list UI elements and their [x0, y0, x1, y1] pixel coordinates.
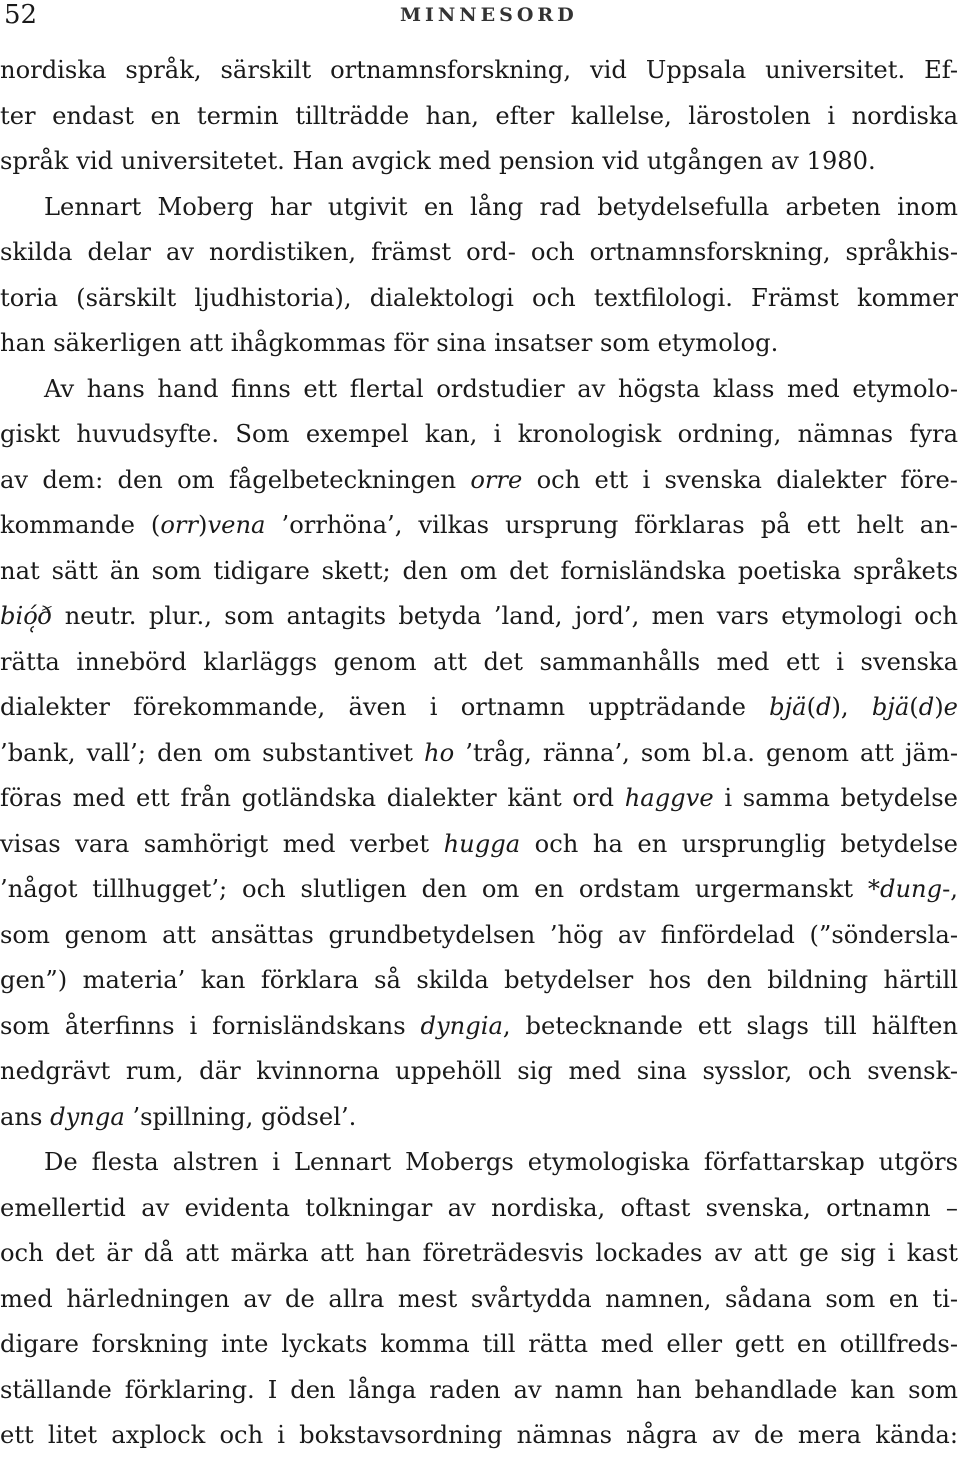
- italic-word: dynga: [50, 1102, 125, 1131]
- italic-word: e: [943, 693, 958, 721]
- text-segment: neutr. plur., som antagits betyda ’land, jord’, men vars etymologi och: [52, 602, 958, 630]
- text-segment: och ha en ursprunglig betydelse: [520, 829, 958, 858]
- italic-word: ho: [424, 738, 455, 767]
- text-segment: ’tråg, ränna’, som bl.a. genom att jäm-: [454, 738, 958, 767]
- text-segment: gen”) materia’ kan förklara så skilda betydelser hos den bildning härtill: [0, 966, 958, 994]
- text-segment: och det är då att märka att han företrädesvis lockades av att ge sig i kast: [0, 1239, 958, 1267]
- text-segment: ett litet axplock och i bokstavsordning nämnas några av de mera kända:: [0, 1421, 958, 1449]
- text-line: [0, 1413, 958, 1459]
- text-segment: ’något tillhugget’; och slutligen den om en ordstam urgermanskt *: [0, 875, 880, 903]
- page-number: 52: [4, 0, 38, 30]
- text-segment: av dem: den om fågelbeteckningen: [0, 465, 471, 494]
- italic-word: bjä: [871, 693, 910, 721]
- text-segment: , betecknande ett slags till hälften: [502, 1011, 958, 1040]
- italic-word: dung: [880, 875, 943, 903]
- text-segment: Av hans hand finns ett flertal ordstudier av högsta klass med etymolo-: [44, 374, 958, 403]
- text-segment: giskt huvudsyfte. Som exempel kan, i kronologisk ordning, nämnas fyra: [0, 420, 958, 448]
- text-segment: nat sätt än som tidigare skett; den om det fornisländska poetiska språkets: [0, 556, 958, 585]
- text-line: [0, 1049, 958, 1095]
- text-segment: med härledningen av de allra mest svårtydda namnen, sådana som en ti-: [0, 1284, 958, 1313]
- text-line: [0, 412, 958, 458]
- text-segment: (: [806, 693, 816, 721]
- text-line: [0, 48, 958, 94]
- text-line: [0, 776, 958, 822]
- text-segment: rätta innebörd klarläggs genom att det sammanhålls med ett i svenska: [0, 647, 958, 676]
- text-segment: ),: [831, 693, 872, 721]
- text-segment: nedgrävt rum, där kvinnorna uppehöll sig med sina sysslor, och svensk-: [0, 1057, 958, 1085]
- text-line: [0, 913, 958, 959]
- running-title: MINNESORD: [400, 4, 578, 26]
- text-segment: som återfinns i fornisländskans: [0, 1011, 421, 1040]
- text-line: [0, 1004, 958, 1050]
- text-line: [0, 503, 958, 549]
- text-segment: visas vara samhörigt med verbet: [0, 829, 444, 858]
- italic-word: hugga: [443, 829, 521, 858]
- text-line: [0, 731, 958, 777]
- text-segment: som genom att ansättas grundbetydelsen ’hög av finfördelad (”sönderslа-: [0, 920, 958, 949]
- text-segment: ’orrhöna’, vilkas ursprung förklaras på ett helt an-: [265, 511, 958, 539]
- text-segment: i samma betydelse: [713, 784, 958, 812]
- italic-word: bjä: [769, 693, 807, 721]
- text-line: [0, 1140, 958, 1186]
- text-line: [0, 139, 958, 185]
- text-segment: ställande förklaring. I den långa raden av namn han behandlade kan som: [0, 1375, 958, 1404]
- italic-word: vena: [207, 511, 266, 539]
- text-segment: ter endast en termin tillträdde han, efter kallelse, lärostolen i nordiska: [0, 101, 958, 130]
- text-line: [0, 822, 958, 868]
- text-line: [0, 458, 958, 504]
- text-line: [0, 1186, 958, 1232]
- text-line: [0, 1322, 958, 1368]
- text-line: [0, 230, 958, 276]
- italic-word: d: [816, 693, 832, 721]
- italic-word: bió̜ð: [0, 602, 53, 630]
- text-segment: Lennart Moberg har utgivit en lång rad betydelsefulla arbeten inom: [44, 192, 958, 221]
- text-segment: De flesta alstren i Lennart Mobergs etymologiska författarskap utgörs: [44, 1148, 958, 1176]
- text-segment: skilda delar av nordistiken, främst ord- och ortnamnsforskning, språkhis-: [0, 238, 958, 266]
- italic-word: dyngia: [420, 1011, 503, 1040]
- text-line: [0, 321, 958, 367]
- text-segment: ans: [0, 1102, 51, 1131]
- text-segment: ’bank, vall’; den om substantivet: [0, 738, 425, 767]
- text-segment: ’spillning, gödsel’.: [124, 1102, 357, 1131]
- text-line: [0, 1231, 958, 1277]
- text-segment: föras med ett från gotländska dialekter känt ord: [0, 784, 625, 812]
- text-line: [0, 94, 958, 140]
- text-segment: han säkerligen att ihågkommas för sina insatser som etymolog.: [0, 329, 779, 357]
- text-segment: emellertid av evidenta tolkningar av nordiska, oftast svenska, ortnamn –: [0, 1193, 958, 1222]
- italic-word: orr: [160, 511, 199, 539]
- text-segment: och ett i svenska dialekter före-: [522, 465, 958, 494]
- text-segment: digare forskning inte lyckats komma till rätta med eller gett en otillfreds-: [0, 1330, 958, 1358]
- text-line: [0, 867, 958, 913]
- text-line: [0, 685, 958, 731]
- text-line: [0, 1368, 958, 1414]
- text-line: [0, 276, 958, 322]
- text-line: [0, 185, 958, 231]
- text-segment: ): [934, 693, 944, 721]
- body-text: [0, 48, 958, 1459]
- text-line: [0, 958, 958, 1004]
- text-segment: -,: [942, 875, 958, 903]
- italic-word: haggve: [624, 784, 714, 812]
- text-line: [0, 640, 958, 686]
- text-line: [0, 549, 958, 595]
- text-line: [0, 367, 958, 413]
- running-head: [4, 0, 960, 30]
- text-segment: språk vid universitetet. Han avgick med pension vid utgången av 1980.: [0, 147, 876, 175]
- text-segment: ): [198, 511, 208, 539]
- italic-word: d: [918, 693, 935, 721]
- italic-word: orre: [470, 465, 523, 494]
- text-line: [0, 594, 958, 640]
- text-segment: toria (särskilt ljudhistoria), dialektologi och textfilologi. Främst kommer: [0, 283, 958, 312]
- text-line: [0, 1095, 958, 1141]
- text-segment: (: [909, 693, 919, 721]
- text-line: [0, 1277, 958, 1323]
- text-segment: dialekter förekommande, även i ortnamn uppträdande: [0, 693, 770, 721]
- text-segment: nordiska språk, särskilt ortnamnsforskning, vid Uppsala universitet. Ef-: [0, 56, 958, 84]
- text-segment: kommande (: [0, 511, 161, 539]
